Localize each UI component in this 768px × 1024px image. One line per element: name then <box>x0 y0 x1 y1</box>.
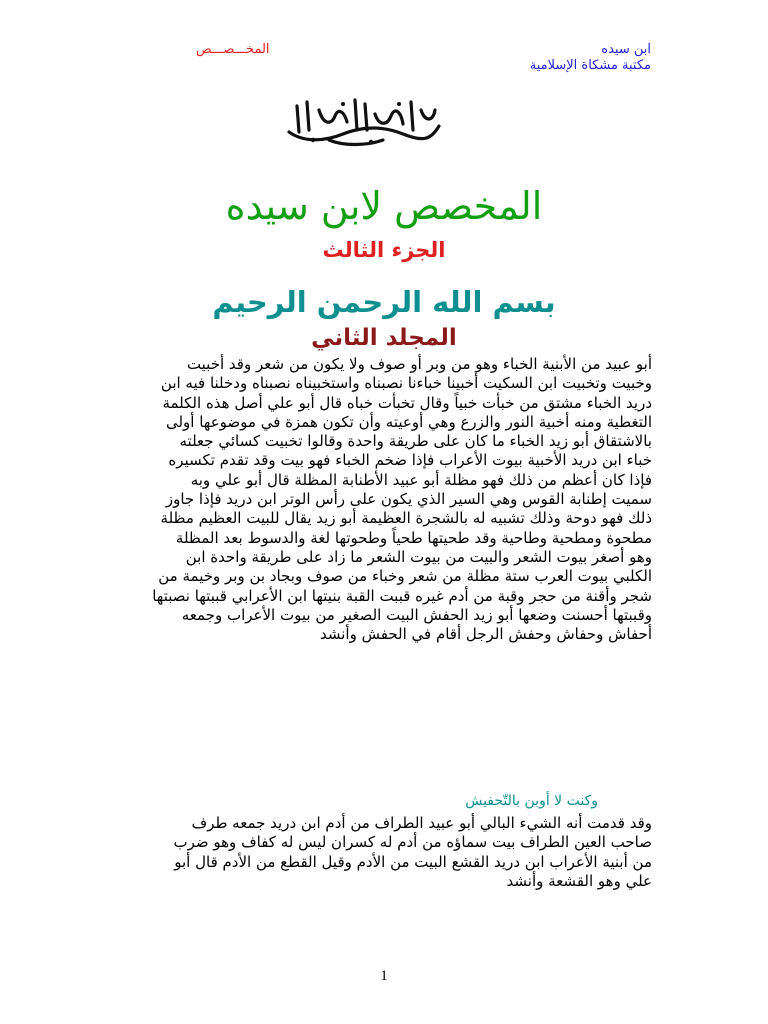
basmala-heading: بسم الله الرحمن الرحيم <box>212 285 556 319</box>
book-title: المخصص لابن سيده <box>225 184 543 228</box>
part-title: الجزء الثالث <box>322 238 446 262</box>
volume-title: المجلد الثاني <box>311 325 457 351</box>
header-author: ابن سيده <box>601 42 651 57</box>
page-header-right <box>530 42 651 74</box>
body-paragraph: أبو عبيد من الأبنية الخباء وهو من وبر أو صوف ولا يكون من شعر وقد أخبيت وخبيت وتخبيت ابن السكيت أخبينا خباءنا نصبناه واستخبيناه نصبناه ودخلنا فيه ابن دريد الخباء مشتق من خبأت خبياً وقال تخبأت خباه قال أبو علي أصل هذه الكلمة التغطية ومنه أخبية النور والزرع وهي أوعيته وأن تكون همزة في موضوعها أولى بالاشتقاق أبو زيد الخباء ما كان على طريقة واحدة وقالوا تخبيت كسائي جعلته خباء ابن دريد الأخبية بيوت الأعراب فإذا ضخم الخباء فهو بيت وقد تقدم تكسيره فإذا كان أعظم من ذلك فهو مظلة أبو عبيد الأطنابة المظلة قال أبو علي وبه سميت إطنابة القوس وهي السير الذي يكون على رأس الوتر ابن دريد فإذا جاوز ذلك فهو دوحة وذلك تشبيه له بالشجرة العظيمة أبو زيد يقال للبيت العظيم مظلة مطحوة ومطحية وطاحية وقد طحيتها طحياً وطحوتها لغة والدسوط بعد المظلة وهو أصغر بيوت الشعر والبيت من بيوت الشعر ما زاد على طريقة واحدة ابن الكلبي بيوت العرب ستة مظلة من شعر وخباء من صوف وبجاد بن وبر وخيمة من شجر وأقنة من حجر وقبة من أدم غيره قببت القبة بنيتها ابن الأعرابي قببتها نصبتها وقببتها أحسنت وضعها أبو زيد الحفش البيت الصغير من بيوت الأعراب وجمعه أحفاش وحفاش وحفش الرجل أقام في الحفش وأنشد <box>152 355 652 644</box>
page-number: 1 <box>380 968 388 984</box>
header-library: مكتبة مشكاة الإسلامية <box>529 58 651 73</box>
header-running-title: المخـــصـــص <box>196 42 270 57</box>
calligraphy-basmala-icon <box>283 96 443 148</box>
body-paragraph: وقد قدمت أنه الشيء البالي أبو عبيد الطراف من أدم ابن دريد جمعه طرف صاحب العين الطراف بيت سماؤه من أدم له كسران ليس له كفاف وهو ضرب من أبنية الأعراب ابن دريد القشع البيت من الأدم وقيل القطع من الأدم قال أبو علي وهو القشعة وأنشد <box>173 814 652 890</box>
verse-line: وكنت لا أوبن بالتّحفيش <box>465 793 598 809</box>
